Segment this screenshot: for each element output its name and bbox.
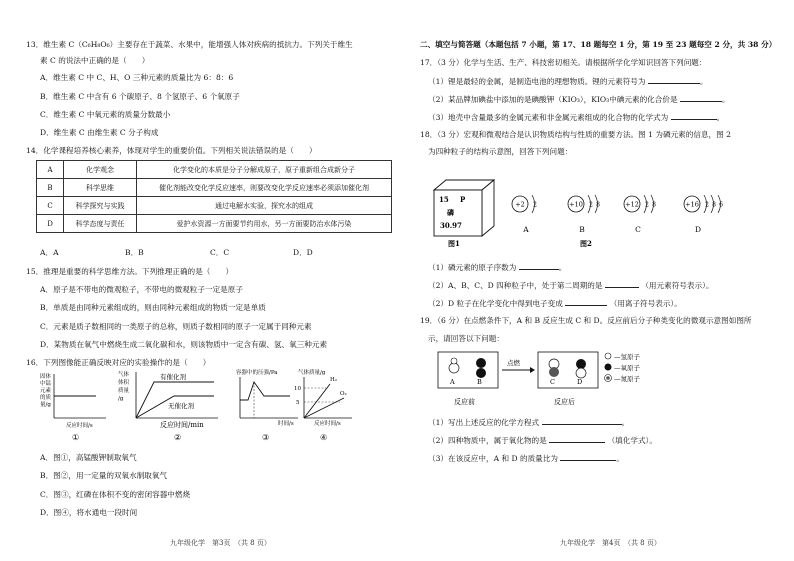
axis-label: 中锰 [40, 381, 52, 387]
q14-option-a: A．A [40, 248, 59, 257]
q17-part-2-text: （2）某品牌加碘盐中添加的是碘酸钾（KIO₃），KIO₃中碘元素的化合价是 [428, 95, 678, 104]
q16-graph-1 [38, 370, 108, 444]
element-name: 磷 [447, 208, 454, 217]
after-box [538, 352, 598, 388]
legend-nitrogen: —氮原子 [614, 375, 640, 383]
graph-number: ② [174, 433, 182, 442]
page-footer: 九年级化学 第3页 （共 8 页） [170, 539, 271, 547]
q16-graph-3 [232, 368, 302, 444]
answer-blank[interactable] [560, 452, 616, 461]
q14-option-b: B．B [125, 248, 144, 257]
caption-after: 反应后 [554, 398, 575, 406]
molecule-label: A [450, 378, 455, 386]
electron-count: 2 [589, 201, 593, 209]
atom-diagram [512, 195, 537, 234]
q13-stem-cont: 素 C 的说法中正确的是（ ） [40, 56, 150, 65]
series-label: O₂ [340, 391, 347, 397]
q18-stem-cont: 为四种粒子的结构示意图，回答下列问题： [428, 147, 573, 156]
cell-content: 通过电解水实验，探究水的组成 [137, 197, 392, 215]
axis-label: 时间/s [278, 421, 294, 427]
q17-part-3: （3）地壳中含量最多的金属元素和非金属元素组成的化合物的化学式为 。 [428, 113, 725, 122]
arrow-label: 点燃 [507, 359, 520, 367]
q14-option-c: C．C [210, 248, 230, 257]
axis-label: 固体 [40, 374, 52, 380]
table-row [37, 215, 392, 233]
before-box [438, 352, 498, 388]
curve-catalyst [136, 382, 214, 418]
nuclear-charge: +10 [569, 200, 583, 209]
table-row [37, 161, 392, 179]
q17-part-2: （2）某品牌加碘盐中添加的是碘酸钾（KIO₃），KIO₃中碘元素的化合价是 。 [428, 95, 730, 104]
answer-blank[interactable] [671, 111, 717, 120]
q18-part-2-suffix: （用元素符号表示）。 [641, 281, 714, 290]
section-heading: 二、填空与简答题（本题包括 7 小题，第 17、18 题每空 1 分，第 19 至 23 题每空 2 分，共 38 分） [420, 40, 777, 49]
molecule-label: B [477, 378, 482, 386]
q19-part-1: （1）写出上述反应的化学方程式 。 [428, 418, 630, 427]
q18-part-2 [428, 279, 713, 291]
q19-part-2 [428, 434, 657, 446]
q17-stem: 17．（3 分）化学与生活、生产、科技密切相关。请根据所学化学知识回答下列问题： [420, 58, 707, 67]
q17-part-1: （1）锂是最轻的金属，是制造电池的理想物质。锂的元素符号为 。 [428, 77, 708, 86]
q18-part-1: （1）磷元素的原子序数为 。 [428, 263, 567, 272]
answer-blank[interactable] [648, 75, 700, 84]
cell-content: 化学变化的本质是分子分解成原子，原子重新组合成新分子 [137, 161, 392, 179]
q18-part-3 [428, 297, 682, 309]
axis-label: 量/g [40, 402, 51, 408]
answer-blank[interactable] [680, 93, 722, 102]
atomic-number: 15 [439, 195, 449, 204]
axis-label: 气体质量/g [298, 370, 326, 376]
curve [240, 382, 290, 400]
electron-count: 2 [533, 201, 537, 209]
q18-part-2-text: （2）A、B、C、D 四种粒子中，处于第二周期的是 [428, 281, 603, 290]
axis-label: 质量 [118, 388, 130, 394]
q19-part-1-text: （1）写出上述反应的化学方程式 [428, 418, 540, 427]
q15-option-d: D．某物质在氧气中燃烧生成二氧化碳和水，则该物质中一定含有碳、氢、氧三种元素 [40, 340, 328, 349]
q13-option-d: D．维生素 C 由维生素 C 分子构成 [40, 128, 159, 137]
q15-option-c: C．元素是质子数相同的一类原子的总称，则质子数相同的原子一定属于同种元素 [40, 322, 312, 331]
q17-part-3-text: （3）地壳中含量最多的金属元素和非金属元素组成的化合物的化学式为 [428, 113, 669, 122]
table-row [37, 179, 392, 197]
q18-part-3-suffix: （用离子符号表示）。 [609, 299, 682, 308]
q15-stem: 15．推理是重要的科学思维方法。下列推理正确的是（ ） [26, 267, 234, 276]
particle-label: A [523, 225, 529, 234]
q19-stem: 19．（6 分）在点燃条件下，A 和 B 反应生成 C 和 D。反应前后分子种类变化的微观示意图如图所 [420, 316, 752, 325]
atom-diagram [624, 195, 656, 234]
q16-option-b: B．图②，用一定量的双氧水制取氧气 [40, 471, 168, 480]
axis-label: 气体 [118, 372, 130, 378]
h2-line [304, 384, 330, 418]
reaction-micro-diagram [436, 350, 676, 408]
o2-line [304, 398, 344, 418]
electron-count: 6 [719, 201, 723, 209]
element-symbol: P [460, 195, 466, 204]
answer-blank[interactable] [542, 416, 622, 425]
electron-count: 2 [645, 201, 649, 209]
curve-label: 无催化剂 [168, 402, 194, 410]
nuclear-charge: +12 [625, 200, 639, 209]
q19-part-2-text: （2）四种物质中，属于氧化物的是 [428, 436, 547, 445]
q13-option-c: C．维生素 C 中氧元素的质量分数最小 [40, 110, 171, 119]
atom-diagram [568, 195, 600, 234]
legend-oxygen: —氧原子 [614, 364, 640, 372]
curve-label: 有催化剂 [160, 373, 186, 381]
figure-label: 图2 [580, 239, 592, 248]
axis-label: 反应时间/min [160, 421, 204, 429]
electron-count: 8 [712, 201, 716, 209]
q19-part-3-text: （3）在该反应中，A 和 D 的质量比为 [428, 454, 558, 463]
graph-number: ④ [320, 433, 328, 442]
cell-topic: 科学思维 [64, 179, 137, 197]
cell-letter: A [37, 161, 64, 179]
q17-part-1-text: （1）锂是最轻的金属，是制造电池的理想物质。锂的元素符号为 [428, 77, 646, 86]
cell-letter: D [37, 215, 64, 233]
axis-label: 的质 [40, 395, 52, 401]
q13-option-b: B．维生素 C 中含有 6 个碳原子、8 个氢原子、6 个氧原子 [40, 92, 240, 101]
answer-blank[interactable] [549, 434, 605, 443]
nuclear-charge: +16 [685, 200, 699, 209]
q14-stem: 14．化学课程培养核心素养，体现对学生的重要价值。下列相关说法错误的是（ ） [26, 146, 317, 155]
molecule-label: D [577, 378, 583, 386]
graph-number: ③ [262, 433, 270, 442]
q16-option-a: A．图①，高锰酸钾制取氧气 [40, 453, 137, 462]
graph-number: ① [72, 433, 80, 442]
q19-stem-cont: 示，请回答以下问题： [428, 334, 504, 343]
cell-letter: B [37, 179, 64, 197]
particle-label: C [635, 225, 641, 234]
q15-option-a: A．原子是不带电的微观粒子，不带电的微观粒子一定是原子 [40, 285, 243, 294]
axis-label: 反应时间/s [314, 421, 341, 427]
axis-label: 体积 [118, 380, 130, 386]
q18-stem: 18．（3 分）宏观和微观结合是认识物质结构与性质的重要方法。图 1 为磷元素的信息，图 2 [420, 130, 731, 139]
q16-graph-2 [118, 368, 228, 444]
axis-label: 容器中的压强/Pa [236, 370, 278, 376]
electron-count: 8 [596, 201, 600, 209]
axis-label: /g [118, 396, 124, 402]
cell-topic: 科学态度与责任 [64, 215, 137, 233]
electron-count: 2 [705, 201, 709, 209]
cell-topic: 化学观念 [64, 161, 137, 179]
q19-part-2-suffix: （填化学式）。 [607, 436, 657, 445]
cell-content: 爱护水资源一方面要节约用水，另一方面要防治水体污染 [137, 215, 392, 233]
answer-blank[interactable] [565, 297, 607, 306]
table-row [37, 197, 392, 215]
series-label: H₂ [330, 377, 338, 383]
figure-label: 图1 [448, 239, 460, 248]
molecule-label: C [550, 378, 555, 386]
tick-label: 5 [296, 400, 300, 406]
atom-diagram [684, 195, 723, 234]
caption-before: 反应前 [454, 398, 475, 406]
nuclear-charge: +2 [515, 200, 525, 209]
q14-table [36, 160, 392, 233]
answer-blank[interactable] [605, 279, 639, 288]
q16-option-d: D．图④，将水通电一段时间 [40, 508, 138, 517]
legend-hydrogen: —氢原子 [614, 353, 640, 361]
particle-label: B [579, 225, 585, 234]
tick-label: 10 [294, 386, 301, 392]
q13-option-a: A．维生素 C 中 C、H、O 三种元素的质量比为 6：8：6 [40, 73, 234, 82]
atom-structure-diagrams [506, 188, 746, 252]
q15-option-b: B．单质是由同种元素组成的，则由同种元素组成的物质一定是单质 [40, 303, 266, 312]
q14-option-d: D．D [293, 248, 313, 257]
q18-part-3-text: （2）D 粒子在化学变化中得到电子变成 [428, 299, 563, 308]
cell-content: 催化剂能改变化学反应速率，则要改变化学反应速率必须添加催化剂 [137, 179, 392, 197]
q16-graph-4 [296, 368, 356, 444]
q18-part-1-text: （1）磷元素的原子序数为 [428, 263, 517, 272]
phosphorus-element-box [430, 178, 500, 250]
answer-blank[interactable] [519, 261, 559, 270]
page-footer: 九年级化学 第4页 （共 8 页） [560, 539, 661, 547]
axis-label: 反应时间/s [66, 423, 93, 429]
axis-label: 元素 [40, 388, 52, 394]
particle-label: D [694, 225, 702, 234]
cell-topic: 科学探究与实践 [64, 197, 137, 215]
q16-option-c: C．图③，红磷在体积不变的密闭容器中燃烧 [40, 490, 191, 499]
q16-stem: 16．下列图像能正确反映对应的实验操作的是（ ） [26, 358, 211, 367]
atomic-mass: 30.97 [440, 221, 462, 230]
cell-letter: C [37, 197, 64, 215]
q19-part-3: （3）在该反应中，A 和 D 的质量比为 。 [428, 454, 624, 463]
electron-count: 8 [652, 201, 656, 209]
q13-stem: 13．维生素 C（C₆H₈O₆）主要存在于蔬菜、水果中，能增强人体对疾病的抵抗力。下列关于维生 [26, 40, 353, 49]
